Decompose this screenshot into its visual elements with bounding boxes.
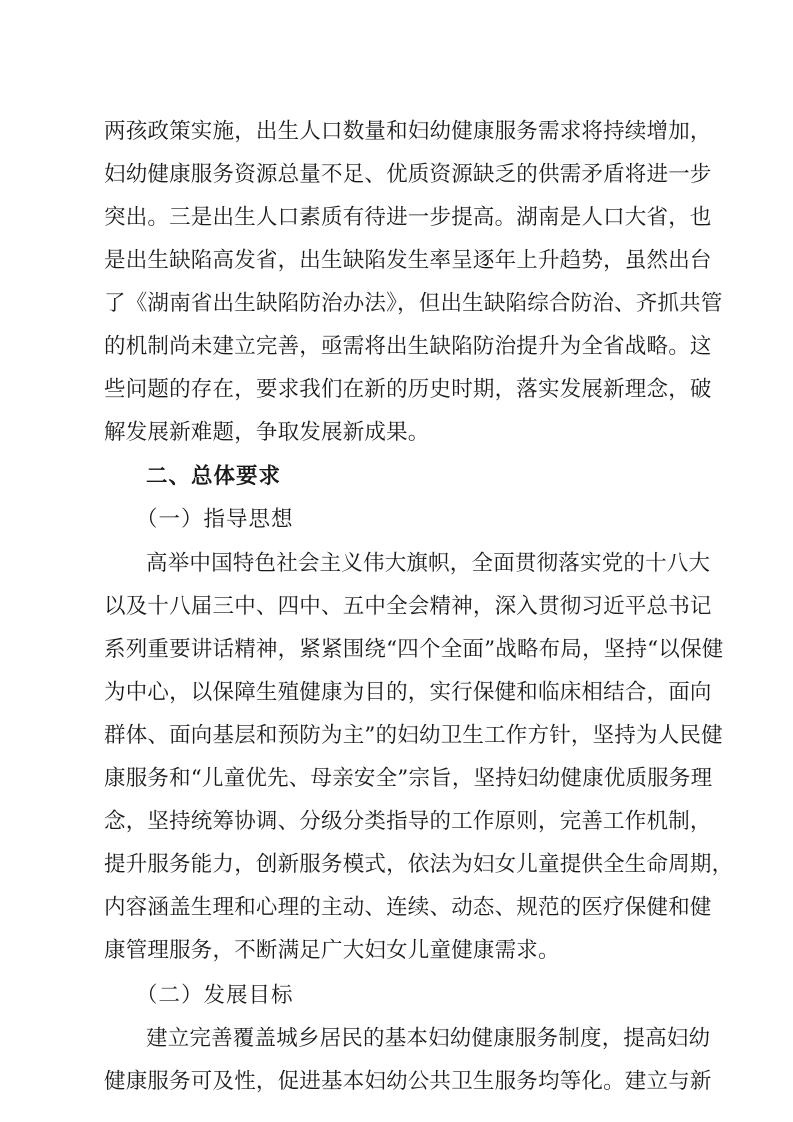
paragraph-line: 念，坚持统筹协调、分级分类指导的工作原则，完善工作机制， xyxy=(104,809,712,834)
paragraph-line: 高举中国特色社会主义伟大旗帜，全面贯彻落实党的十八大 xyxy=(146,551,711,576)
paragraph-line: 健康服务可及性，促进基本妇幼公共卫生服务均等化。建立与新 xyxy=(104,1069,712,1094)
paragraph-line: 以及十八届三中、四中、五中全会精神，深入贯彻习近平总书记 xyxy=(104,594,712,619)
section-heading: 二、总体要求 xyxy=(146,464,282,489)
paragraph-line: 提升服务能力，创新服务模式，依法为妇女儿童提供全生命周期， xyxy=(104,852,734,877)
paragraph-line: 康服务和“儿童优先、母亲安全”宗旨，坚持妇幼健康优质服务理 xyxy=(104,766,713,791)
paragraph-line: 两孩政策实施，出生人口数量和妇幼健康服务需求将持续增加， xyxy=(104,119,712,144)
paragraph-line: 是出生缺陷高发省，出生缺陷发生率呈逐年上升趋势，虽然出台 xyxy=(104,248,712,273)
paragraph-line: 群体、面向基层和预防为主”的妇幼卫生工作方针，坚持为人民健 xyxy=(104,723,723,748)
paragraph-line: 康管理服务，不断满足广大妇女儿童健康需求。 xyxy=(104,938,560,963)
subsection-heading: （一）指导思想 xyxy=(136,507,294,532)
paragraph-line: 系列重要讲话精神，紧紧围绕“四个全面”战略布局，坚持“以保健 xyxy=(104,637,724,662)
paragraph-line: 的机制尚未建立完善，亟需将出生缺陷防治提升为全省战略。这 xyxy=(104,334,712,359)
paragraph-line: 妇幼健康服务资源总量不足、优质资源缺乏的供需矛盾将进一步 xyxy=(104,162,712,187)
paragraph-line: 内容涵盖生理和心理的主动、连续、动态、规范的医疗保健和健 xyxy=(104,895,712,920)
subsection-heading: （二）发展目标 xyxy=(136,983,294,1008)
paragraph-line: 突出。三是出生人口素质有待进一步提高。湖南是人口大省，也 xyxy=(104,205,712,230)
paragraph-line: 了《湖南省出生缺陷防治办法》，但出生缺陷综合防治、齐抓共管 xyxy=(104,291,723,316)
paragraph-line: 为中心，以保障生殖健康为目的，实行保健和临床相结合，面向 xyxy=(104,680,712,705)
paragraph-line: 些问题的存在，要求我们在新的历史时期，落实发展新理念，破 xyxy=(104,377,712,402)
paragraph-line: 建立完善覆盖城乡居民的基本妇幼健康服务制度，提高妇幼 xyxy=(146,1026,711,1051)
paragraph-line: 解发展新难题，争取发展新成果。 xyxy=(104,420,430,445)
